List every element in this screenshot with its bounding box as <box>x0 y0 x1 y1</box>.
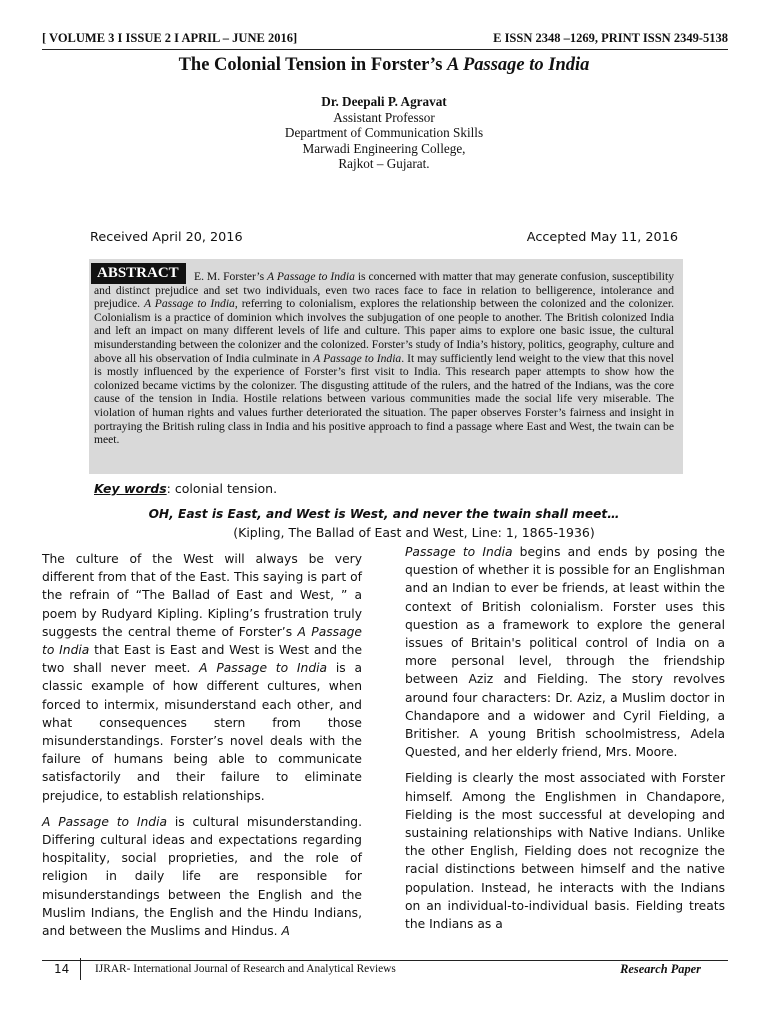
paper-type: Research Paper <box>620 962 701 976</box>
paper-title: The Colonial Tension in Forster’s A Passage to India <box>178 55 590 75</box>
page-number: 14 <box>54 962 70 976</box>
author-college: Marwadi Engineering College, <box>302 140 466 156</box>
keywords <box>94 481 277 496</box>
received-date: Received April 20, 2016 <box>90 230 243 245</box>
issn-header: E ISSN 2348 –1269, PRINT ISSN 2349-5138 <box>493 31 728 45</box>
footer-rule <box>42 960 728 961</box>
paragraph: Fielding is clearly the most associated with Forster himself. Among the Englishmen in Chandapore, Fielding is the most successful at developing and sustaining relationships with Native Indians. Unlike the other English, Fielding does not recognize the racial distinctions between himself and the native population. Instead, he interacts with the Indians on an individual-to-individual basis. Fielding treats the Indians as a <box>405 771 725 932</box>
keywords-label: Key words <box>94 481 167 496</box>
abstract-text: E. M. Forster’s A Passage to India is concerned with matter that may generate confusion, susceptibility and distinct prejudice and set two individuals, even two races face to face in relation to belligerence, intolerance and prejudice. A Passage to India, referring to colonialism, explores the relationship between the colonized and the colonizer. Colonialism is a practice of dominion which involves the subjugation of one people to another. The British colonized India and left an impact on many different levels of life and culture. This paper aims to explore one basic issue, the cultural misunderstanding between the colonizer and the colonized. Forster’s study of India’s history, politics, geography, culture and above all his observation of India culminate in A Passage to India. It may sufficiently lend weight to the view that this novel is mostly influenced by the experience of Forster’s first visit to India. This research paper attempts to show how the colonized became victims by the colonizer. The disgusting attitude of the rulers, and the hatred of the Indians, was the core cause of the tension in India. Hostile relations between various communities made the social life very miserable. The violation of human rights and values further deteriorated the situation. The paper observes Forster’s fairness and insight in portraying the British ruling class in India and his positive approach to find a passage where East and West, the twain can be meet. <box>94 270 675 447</box>
paragraph: A Passage to India is cultural misunderstanding. Differing cultural ideas and expectations regarding hospitality, social proprieties, and the role of religion in daily life are responsible for misunderstandings between the English and the Muslim Indians, the English and the Hindu Indians, and between the Muslims and Hindus. A <box>42 814 362 939</box>
author-name: Dr. Deepali P. Agravat <box>321 94 447 109</box>
author-role: Assistant Professor <box>333 109 435 125</box>
body-column-right <box>405 543 725 941</box>
abstract-label: ABSTRACT <box>91 263 186 284</box>
journal-name: IJRAR- International Journal of Research and Analytical Reviews <box>95 963 396 975</box>
epigraph-citation: (Kipling, The Ballad of East and West, Line: 1, 1865-1936) <box>233 525 595 540</box>
footer-separator <box>80 958 81 980</box>
body-column-left <box>42 550 362 948</box>
author-department: Department of Communication Skills <box>284 125 484 140</box>
paragraph: Passage to India begins and ends by posing the question of whether it is possible for an Englishman and an Indian to ever be friends, at least within the context of British colonialism. Forster uses this question as a framework to explore the general issues of Britain's political control of India on a more personal level, through the friendship between Aziz and Fielding. The story revolves around four characters: Dr. Aziz, a Muslim doctor in Chandapore and a widower and Cyril Fielding, a Britisher. A young British schoolmistress, Adela Quested, and her elderly friend, Mrs. Moore. <box>405 545 725 760</box>
accepted-date: Accepted May 11, 2016 <box>526 230 678 245</box>
author-location: Rajkot – Gujarat. <box>338 156 430 171</box>
header-rule <box>42 49 728 50</box>
paragraph: The culture of the West will always be very different from that of the East. This saying is part of the refrain of “The Ballad of East and West, ” a poem by Rudyard Kipling. Kipling’s frustration truly suggests the central theme of Forster’s A Passage to India that East is East and West is West and the two shall never meet. A Passage to India is a classic example of how different cultures, when forced to intermix, misunderstand each other, and what consequences stern from those misunderstandings. Forster’s novel deals with the failure of humans being able to communicate satisfactorily and their failure to eliminate prejudice, to establish relationships. <box>42 552 363 803</box>
author-block <box>0 94 768 172</box>
keywords-value: : colonial tension. <box>166 481 278 496</box>
epigraph-quote: OH, East is East, and West is West, and never the twain shall meet… <box>148 507 620 521</box>
journal-volume-header: [ VOLUME 3 I ISSUE 2 I APRIL – JUNE 2016] <box>42 31 298 45</box>
